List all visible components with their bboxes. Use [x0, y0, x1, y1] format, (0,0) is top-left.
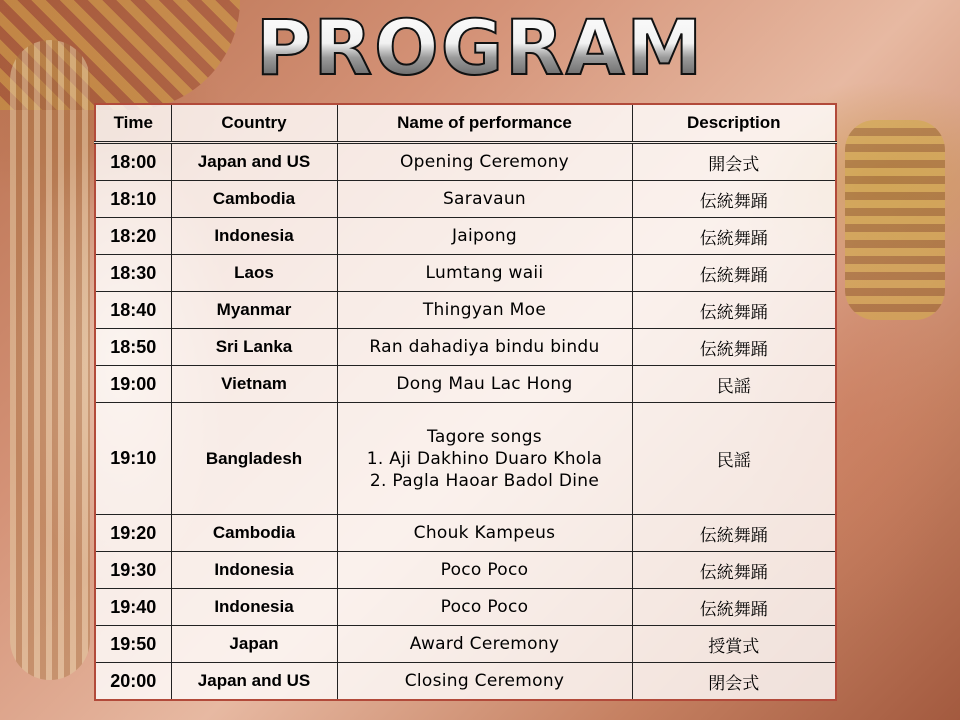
time-cell: 20:00: [95, 663, 171, 701]
country-cell: Laos: [171, 255, 337, 292]
description-cell: 伝統舞踊: [632, 329, 836, 366]
performance-cell: [337, 366, 632, 403]
performance-cell: [337, 589, 632, 626]
performance-line: Poco Poco: [440, 560, 529, 580]
country-cell: Japan: [171, 626, 337, 663]
header-performance: Name of performance: [337, 104, 632, 143]
performance-cell: [337, 515, 632, 552]
performance-cell: [337, 663, 632, 701]
description-cell: 民謡: [632, 366, 836, 403]
background-bangle-right: [845, 120, 945, 320]
table-row: [95, 218, 836, 255]
description-cell: 開会式: [632, 143, 836, 181]
table-row: [95, 403, 836, 515]
performance-line: Chouk Kampeus: [413, 523, 556, 543]
performance-cell: [337, 218, 632, 255]
time-cell: 18:20: [95, 218, 171, 255]
country-cell: Indonesia: [171, 552, 337, 589]
time-cell: 19:20: [95, 515, 171, 552]
country-cell: Bangladesh: [171, 403, 337, 515]
header-description: Description: [632, 104, 836, 143]
performance-line: Lumtang waii: [425, 263, 544, 283]
performance-line: Tagore songs: [427, 426, 542, 447]
country-cell: Japan and US: [171, 663, 337, 701]
performance-cell: [337, 292, 632, 329]
time-cell: 18:00: [95, 143, 171, 181]
time-cell: 19:10: [95, 403, 171, 515]
description-cell: 民謡: [632, 403, 836, 515]
performance-cell: [337, 181, 632, 218]
country-cell: Cambodia: [171, 181, 337, 218]
time-cell: 19:30: [95, 552, 171, 589]
table-row: [95, 292, 836, 329]
country-cell: Myanmar: [171, 292, 337, 329]
time-cell: 19:40: [95, 589, 171, 626]
program-table-body: [95, 143, 836, 701]
header-country: Country: [171, 104, 337, 143]
time-cell: 18:40: [95, 292, 171, 329]
table-row: [95, 515, 836, 552]
time-cell: 18:50: [95, 329, 171, 366]
description-cell: 伝統舞踊: [632, 515, 836, 552]
page-title: PROGRAM: [0, 0, 960, 96]
time-cell: 19:00: [95, 366, 171, 403]
table-row: [95, 626, 836, 663]
performance-line: Jaipong: [451, 226, 517, 246]
performance-line: Award Ceremony: [409, 634, 560, 654]
description-cell: 伝統舞踊: [632, 292, 836, 329]
time-cell: 18:30: [95, 255, 171, 292]
description-cell: 閉会式: [632, 663, 836, 701]
country-cell: Japan and US: [171, 143, 337, 181]
description-cell: 伝統舞踊: [632, 181, 836, 218]
country-cell: Sri Lanka: [171, 329, 337, 366]
header-time: Time: [95, 104, 171, 143]
performance-cell: [337, 329, 632, 366]
country-cell: Cambodia: [171, 515, 337, 552]
description-cell: 伝統舞踊: [632, 218, 836, 255]
performance-line: Thingyan Moe: [422, 300, 547, 320]
performance-line: 2. Pagla Haoar Badol Dine: [369, 470, 600, 491]
table-row: [95, 663, 836, 701]
performance-cell: [337, 552, 632, 589]
performance-line: Dong Mau Lac Hong: [396, 374, 573, 394]
description-cell: 伝統舞踊: [632, 255, 836, 292]
performance-line: Closing Ceremony: [404, 671, 565, 691]
table-row: [95, 255, 836, 292]
performance-cell: [337, 143, 632, 181]
table-row: [95, 552, 836, 589]
program-table: [94, 103, 837, 701]
background-bangle-left: [10, 40, 90, 680]
performance-line: Poco Poco: [440, 597, 529, 617]
description-cell: 授賞式: [632, 626, 836, 663]
table-row: [95, 589, 836, 626]
table-row: [95, 366, 836, 403]
country-cell: Indonesia: [171, 589, 337, 626]
country-cell: Vietnam: [171, 366, 337, 403]
time-cell: 19:50: [95, 626, 171, 663]
performance-line: Ran dahadiya bindu bindu: [369, 337, 600, 357]
table-header-row: [95, 104, 836, 143]
country-cell: Indonesia: [171, 218, 337, 255]
table-row: [95, 143, 836, 181]
description-cell: 伝統舞踊: [632, 552, 836, 589]
performance-line: Saravaun: [442, 189, 527, 209]
performance-cell: [337, 403, 632, 515]
table-row: [95, 181, 836, 218]
performance-cell: [337, 255, 632, 292]
table-row: [95, 329, 836, 366]
performance-cell: [337, 626, 632, 663]
time-cell: 18:10: [95, 181, 171, 218]
description-cell: 伝統舞踊: [632, 589, 836, 626]
performance-line: 1. Aji Dakhino Duaro Khola: [366, 448, 603, 469]
performance-line: Opening Ceremony: [399, 152, 570, 172]
